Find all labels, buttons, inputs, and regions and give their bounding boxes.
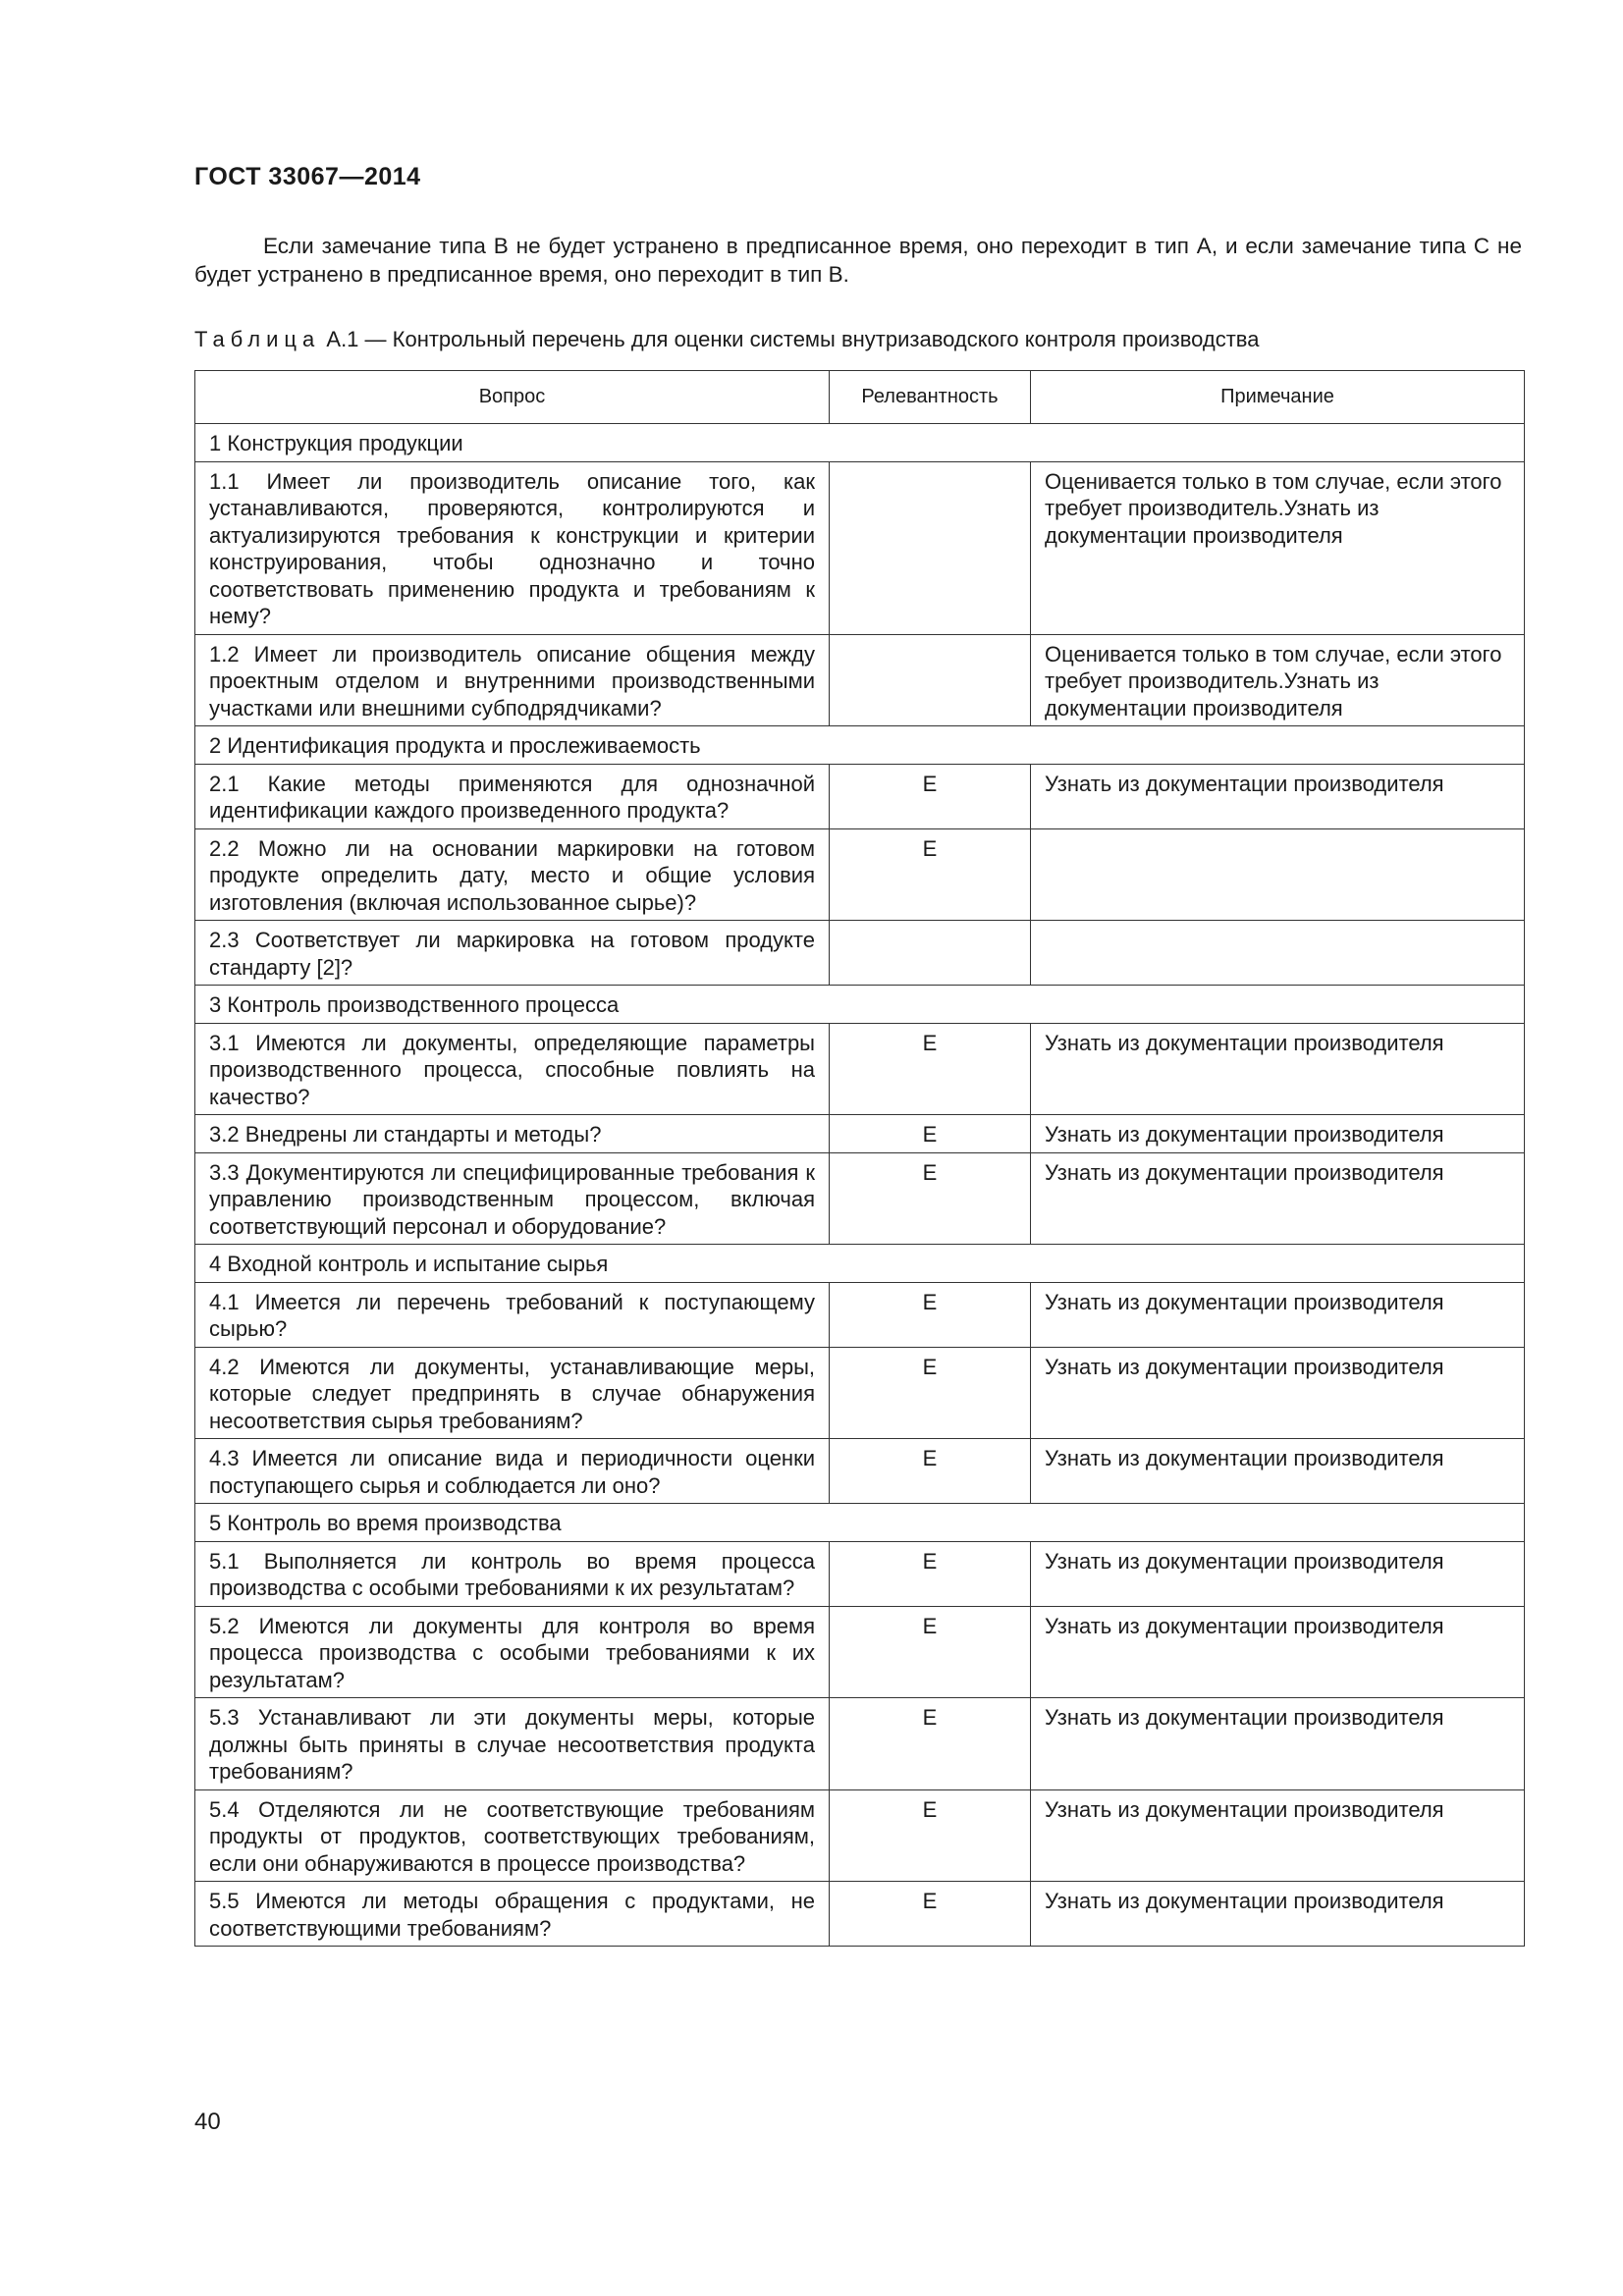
- section-title: 3 Контроль производственного процесса: [195, 986, 1525, 1024]
- column-header-relevance: Релевантность: [830, 371, 1031, 424]
- relevance-cell: Е: [830, 1439, 1031, 1504]
- table-caption-text: А.1 — Контрольный перечень для оценки системы внутризаводского контроля производства: [326, 327, 1260, 351]
- relevance-cell: [830, 921, 1031, 986]
- note-cell: Узнать из документации производителя: [1031, 764, 1525, 828]
- intro-text: Если замечание типа В не будет устранено в предписанное время, оно переходит в тип А, и если замечание типа С не будет устранено в предписанное время, оно переходит в тип В.: [194, 234, 1522, 287]
- question-cell: 5.5 Имеются ли методы обращения с продуктами, не соответствующими требованиям?: [195, 1882, 830, 1947]
- relevance-cell: [830, 461, 1031, 634]
- relevance-cell: Е: [830, 828, 1031, 921]
- relevance-cell: Е: [830, 1023, 1031, 1115]
- table-row: [195, 1152, 1525, 1245]
- table-row: [195, 1606, 1525, 1698]
- question-cell: 4.3 Имеется ли описание вида и периодичности оценки поступающего сырья и соблюдается ли оно?: [195, 1439, 830, 1504]
- question-cell: 1.1 Имеет ли производитель описание того, как устанавливаются, проверяются, контролируются и актуализируются требования к конструкции и критерии конструирования, чтобы однозначно и точно соответствовать применению продукта и требованиям к нему?: [195, 461, 830, 634]
- section-row: [195, 424, 1525, 462]
- note-cell: Узнать из документации производителя: [1031, 1606, 1525, 1698]
- section-title: 5 Контроль во время производства: [195, 1504, 1525, 1542]
- table-header-row: [195, 371, 1525, 424]
- section-title: 4 Входной контроль и испытание сырья: [195, 1245, 1525, 1283]
- table-caption-label: Таблица: [194, 327, 321, 351]
- note-cell: Узнать из документации производителя: [1031, 1541, 1525, 1606]
- table-row: [195, 1439, 1525, 1504]
- relevance-cell: [830, 634, 1031, 726]
- question-cell: 3.1 Имеются ли документы, определяющие параметры производственного процесса, способные повлиять на качество?: [195, 1023, 830, 1115]
- table-row: [195, 1282, 1525, 1347]
- table-row: [195, 634, 1525, 726]
- table-row: [195, 1882, 1525, 1947]
- question-cell: 2.1 Какие методы применяются для однозначной идентификации каждого произведенного продукта?: [195, 764, 830, 828]
- checklist-table: [194, 370, 1525, 1947]
- section-row: [195, 1504, 1525, 1542]
- table-row: [195, 1698, 1525, 1790]
- relevance-cell: Е: [830, 1282, 1031, 1347]
- section-title: 2 Идентификация продукта и прослеживаемость: [195, 726, 1525, 765]
- table-row: [195, 1789, 1525, 1882]
- relevance-cell: Е: [830, 1698, 1031, 1790]
- note-cell: Оценивается только в том случае, если этого требует производитель.Узнать из документации производителя: [1031, 461, 1525, 634]
- section-row: [195, 726, 1525, 765]
- note-cell: Узнать из документации производителя: [1031, 1439, 1525, 1504]
- page-number: 40: [194, 2109, 221, 2135]
- table-row: [195, 1115, 1525, 1153]
- question-cell: 2.3 Соответствует ли маркировка на готовом продукте стандарту [2]?: [195, 921, 830, 986]
- question-cell: 4.1 Имеется ли перечень требований к поступающему сырью?: [195, 1282, 830, 1347]
- note-cell: Узнать из документации производителя: [1031, 1347, 1525, 1439]
- note-cell: Узнать из документации производителя: [1031, 1789, 1525, 1882]
- table-body: [195, 424, 1525, 1947]
- question-cell: 4.2 Имеются ли документы, устанавливающие меры, которые следует предпринять в случае обнаружения несоответствия сырья требованиям?: [195, 1347, 830, 1439]
- note-cell: Оценивается только в том случае, если этого требует производитель.Узнать из документации производителя: [1031, 634, 1525, 726]
- intro-paragraph: [194, 232, 1522, 289]
- column-header-note: Примечание: [1031, 371, 1525, 424]
- note-cell: [1031, 921, 1525, 986]
- question-cell: 1.2 Имеет ли производитель описание общения между проектным отделом и внутренними производственными участками или внешними субподрядчиками?: [195, 634, 830, 726]
- note-cell: Узнать из документации производителя: [1031, 1023, 1525, 1115]
- table-row: [195, 1541, 1525, 1606]
- relevance-cell: Е: [830, 1541, 1031, 1606]
- relevance-cell: Е: [830, 1115, 1031, 1153]
- table-row: [195, 461, 1525, 634]
- section-row: [195, 986, 1525, 1024]
- relevance-cell: Е: [830, 1606, 1031, 1698]
- table-row: [195, 764, 1525, 828]
- table-row: [195, 1347, 1525, 1439]
- question-cell: 3.3 Документируются ли специфицированные требования к управлению производственным процессом, включая соответствующий персонал и оборудование?: [195, 1152, 830, 1245]
- note-cell: Узнать из документации производителя: [1031, 1882, 1525, 1947]
- table-row: [195, 921, 1525, 986]
- table-caption: [194, 327, 1259, 352]
- document-header: ГОСТ 33067—2014: [194, 163, 421, 190]
- section-row: [195, 1245, 1525, 1283]
- relevance-cell: Е: [830, 1152, 1031, 1245]
- question-cell: 5.1 Выполняется ли контроль во время процесса производства с особыми требованиями к их результатам?: [195, 1541, 830, 1606]
- column-header-question: Вопрос: [195, 371, 830, 424]
- table-row: [195, 1023, 1525, 1115]
- note-cell: Узнать из документации производителя: [1031, 1152, 1525, 1245]
- question-cell: 5.2 Имеются ли документы для контроля во время процесса производства с особыми требованиями к их результатам?: [195, 1606, 830, 1698]
- question-cell: 5.3 Устанавливают ли эти документы меры, которые должны быть приняты в случае несоответствия продукта требованиям?: [195, 1698, 830, 1790]
- note-cell: Узнать из документации производителя: [1031, 1115, 1525, 1153]
- question-cell: 2.2 Можно ли на основании маркировки на готовом продукте определить дату, место и общие условия изготовления (включая использованное сырье)?: [195, 828, 830, 921]
- relevance-cell: Е: [830, 1789, 1031, 1882]
- question-cell: 5.4 Отделяются ли не соответствующие требованиям продукты от продуктов, соответствующих требованиям, если они обнаруживаются в процессе производства?: [195, 1789, 830, 1882]
- relevance-cell: Е: [830, 1882, 1031, 1947]
- note-cell: Узнать из документации производителя: [1031, 1698, 1525, 1790]
- relevance-cell: Е: [830, 764, 1031, 828]
- question-cell: 3.2 Внедрены ли стандарты и методы?: [195, 1115, 830, 1153]
- note-cell: Узнать из документации производителя: [1031, 1282, 1525, 1347]
- section-title: 1 Конструкция продукции: [195, 424, 1525, 462]
- table-row: [195, 828, 1525, 921]
- relevance-cell: Е: [830, 1347, 1031, 1439]
- note-cell: [1031, 828, 1525, 921]
